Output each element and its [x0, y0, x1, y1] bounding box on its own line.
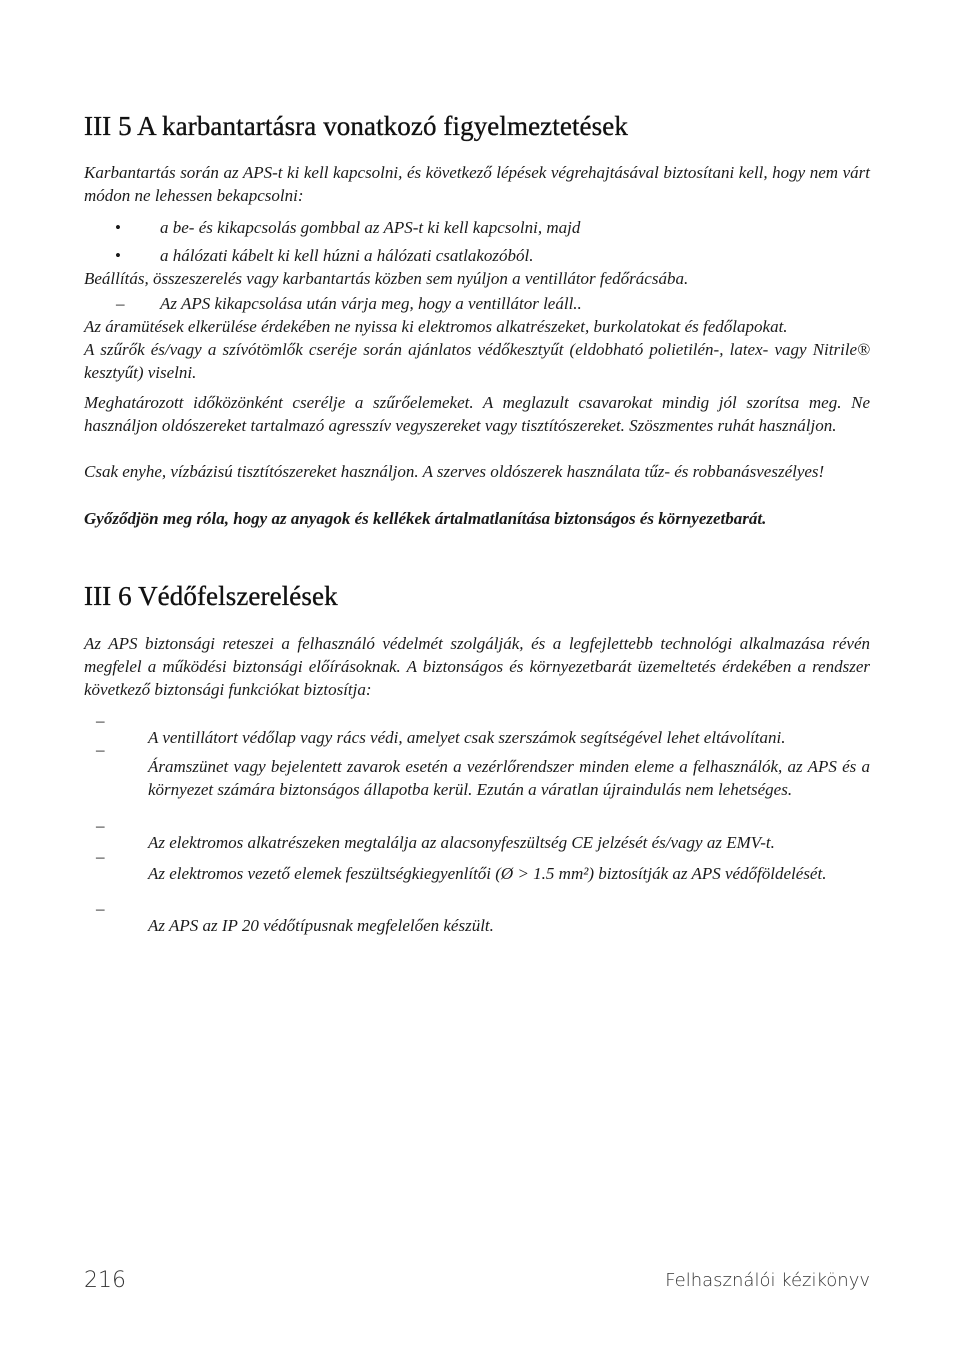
bullet-icon: • [115, 218, 121, 237]
filters-paragraph: Meghatározott időközönként cserélje a szűrőelemeket. A meglazult csavarokat mindig jól szorítsa meg. Ne használjon oldószereket tartalmazó agresszív vegyszereket vagy tisztítószereket. Szöszmentes ruhát használjon. [84, 393, 870, 435]
bullet-icon: • [115, 246, 121, 265]
dash-marker: – [96, 847, 105, 866]
dash-marker: – [96, 816, 105, 835]
shock-warning-text: Az áramütések elkerülése érdekében ne nyissa ki elektromos alkatrészeket, burkolatokat és fedőlapokat. [84, 317, 788, 336]
bullet-item: a hálózati kábelt ki kell húzni a hálózati csatlakozóból. [160, 246, 534, 265]
dash-marker: – [96, 899, 105, 918]
protective-list-item: Áramszünet vagy bejelentett zavarok esetén a vezérlőrendszer minden eleme a felhasználók, az APS és a környezet számára biztonságos állapotba kerül. Ezután a váratlan újraindulás nem lehetséges. [148, 757, 870, 799]
bullet-item: a be- és kikapcsolás gombbal az APS-t ki kell kapcsolni, majd [160, 218, 581, 237]
dash-marker: – [96, 711, 105, 730]
protective-list-item: Az elektromos vezető elemek feszültségkiegyenlítői (Ø > 1.5 mm²) biztosítják az APS védőföldelését. [148, 864, 827, 883]
protective-list-item: Az APS az IP 20 védőtípusnak megfelelően készült. [148, 916, 494, 935]
footer-title: Felhasználói kézikönyv [665, 1270, 870, 1291]
cleaning-paragraph: Csak enyhe, vízbázisú tisztítószereket használjon. A szerves oldószerek használata tűz- és robbanásveszélyes! [84, 462, 825, 481]
disposal-warning-bold: Győződjön meg róla, hogy az anyagok és kellékek ártalmatlanítása biztonságos és környezetbarát. [84, 509, 767, 528]
protective-list-item: Az elektromos alkatrészeken megtalálja az alacsonyfeszültség CE jelzését és/vagy az EMV-t. [148, 833, 775, 852]
fan-dash-item: Az APS kikapcsolása után várja meg, hogy a ventillátor leáll.. [160, 294, 582, 313]
protective-intro-paragraph: Az APS biztonsági reteszei a felhasználó védelmét szolgálják, és a legfejlettebb technológi alkalmazása révén megfelel a működési biztonsági előírásoknak. A biztonságos és környezetbarát üzemeltetés érdekében a rendszer következő biztonsági funkciókat biztosítja: [84, 634, 870, 699]
section-heading-protective-equipment: III 6 Védőfelszerelések [84, 581, 338, 611]
gloves-paragraph: A szűrők és/vagy a szívótömlők cseréje során ajánlatos védőkesztyűt (eldobható polietilén-, latex- vagy Nitrile® kesztyűt) viselni. [84, 340, 870, 382]
maintenance-intro-paragraph: Karbantartás során az APS-t ki kell kapcsolni, és következő lépések végrehajtásával biztosítani kell, hogy nem várt módon ne lehessen bekapcsolni: [84, 163, 870, 205]
page-number: 216 [84, 1268, 126, 1293]
dash-marker: – [96, 740, 105, 759]
section-heading-maintenance-warnings: III 5 A karbantartásra vonatkozó figyelmeztetések [84, 111, 628, 141]
fan-warning-text: Beállítás, összeszerelés vagy karbantartás közben sem nyúljon a ventillátor fedőrácsába. [84, 269, 689, 288]
dash-marker: – [116, 294, 125, 313]
protective-list-item: A ventillátort védőlap vagy rács védi, amelyet csak szerszámok segítségével lehet eltávolítani. [148, 728, 786, 747]
